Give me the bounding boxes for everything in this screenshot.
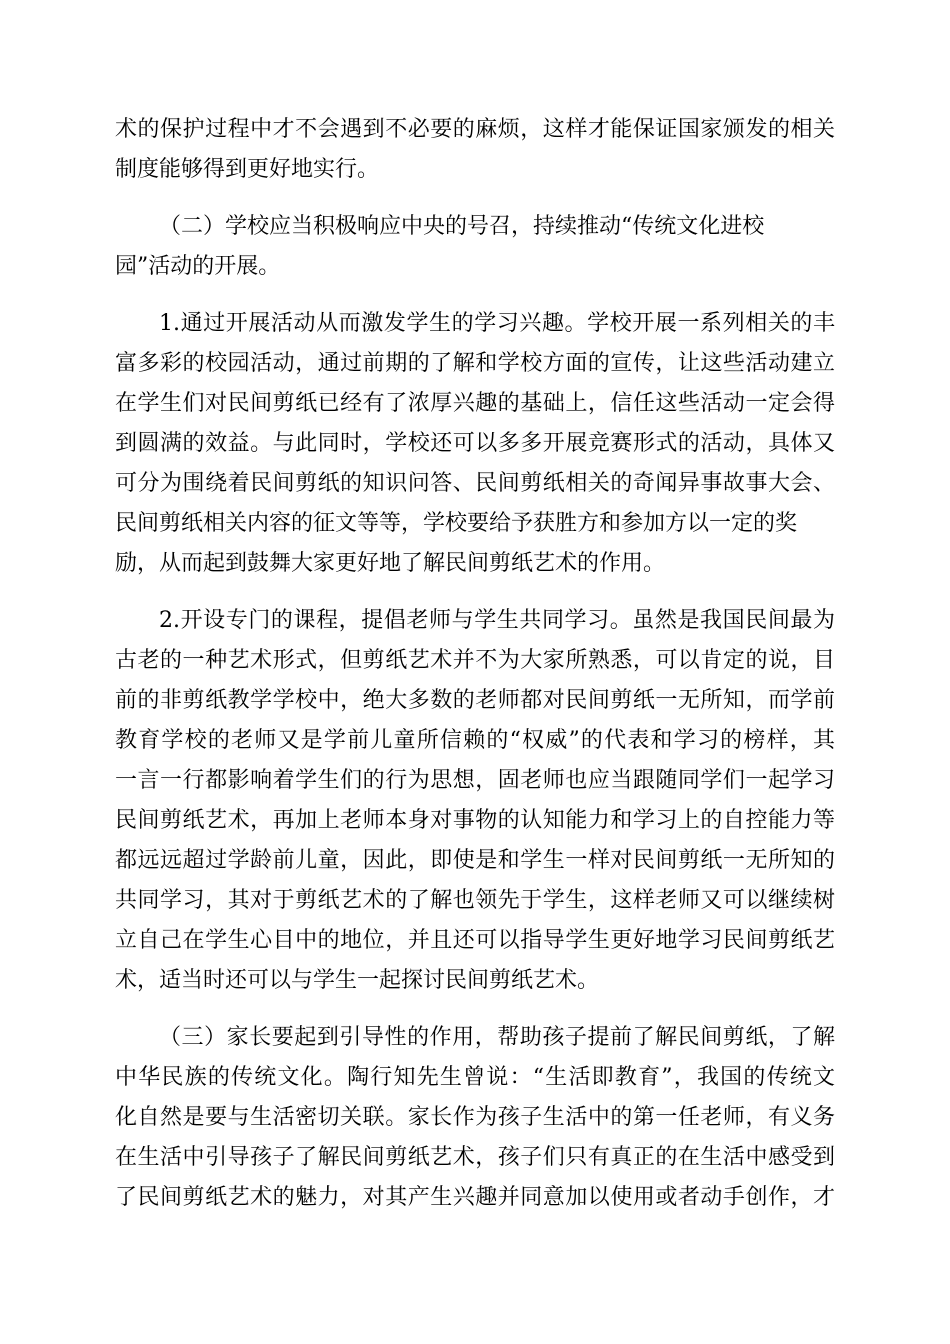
text-line: （三）家长要起到引导性的作用，帮助孩子提前了解民间剪纸，了解	[159, 1025, 835, 1050]
section-heading-line: （二）学校应当积极响应中央的号召，持续推动“传统文化进校	[159, 214, 765, 239]
text-line: 在学生们对民间剪纸已经有了浓厚兴趣的基础上，信任这些活动一定会得	[115, 391, 835, 416]
text-line: 立自己在学生心目中的地位，并且还可以指导学生更好地学习民间剪纸艺	[115, 928, 835, 953]
text-line: 到圆满的效益。与此同时，学校还可以多多开展竞赛形式的活动，具体又	[115, 431, 835, 456]
paragraph-point-2	[115, 601, 835, 1001]
text-line: 共同学习，其对于剪纸艺术的了解也领先于学生，这样老师又可以继续树	[115, 888, 835, 913]
text-line: 民间剪纸艺术，再加上老师本身对事物的认知能力和学习上的自控能力等	[115, 808, 835, 833]
text-line: 术的保护过程中才不会遇到不必要的麻烦，这样才能保证国家颁发的相关	[115, 117, 835, 142]
section-heading-line: 园”活动的开展。	[115, 254, 281, 279]
text-line: 化自然是要与生活密切关联。家长作为孩子生活中的第一任老师，有义务	[115, 1105, 835, 1130]
text-line: 前的非剪纸教学学校中，绝大多数的老师都对民间剪纸一无所知，而学前	[115, 688, 835, 713]
text-line: 古老的一种艺术形式，但剪纸艺术并不为大家所熟悉，可以肯定的说，目	[115, 648, 835, 673]
text-line: 1.通过开展活动从而激发学生的学习兴趣。学校开展一系列相关的丰	[159, 311, 835, 336]
text-line: 术，适当时还可以与学生一起探讨民间剪纸艺术。	[115, 968, 600, 993]
paragraph-section-2-heading	[115, 207, 835, 287]
text-line: 可分为围绕着民间剪纸的知识问答、民间剪纸相关的奇闻异事故事大会、	[115, 471, 835, 496]
text-line: 民间剪纸相关内容的征文等等，学校要给予获胜方和参加方以一定的奖	[115, 511, 798, 536]
text-line: 2.开设专门的课程，提倡老师与学生共同学习。虽然是我国民间最为	[159, 608, 835, 633]
text-line: 中华民族的传统文化。陶行知先生曾说：“生活即教育”，我国的传统文	[115, 1065, 835, 1090]
text-line: 富多彩的校园活动，通过前期的了解和学校方面的宣传，让这些活动建立	[115, 351, 835, 376]
text-line: 在生活中引导孩子了解民间剪纸艺术，孩子们只有真正的在生活中感受到	[115, 1145, 835, 1170]
text-line: 励，从而起到鼓舞大家更好地了解民间剪纸艺术的作用。	[115, 551, 666, 576]
paragraph-section-3	[115, 1018, 835, 1218]
text-line: 都远远超过学龄前儿童，因此，即使是和学生一样对民间剪纸一无所知的	[115, 848, 835, 873]
text-line: 教育学校的老师又是学前儿童所信赖的“权威”的代表和学习的榜样，其	[115, 728, 835, 753]
paragraph-point-1	[115, 304, 835, 584]
text-line: 了民间剪纸艺术的魅力，对其产生兴趣并同意加以使用或者动手创作，才	[115, 1185, 835, 1210]
paragraph-intro-continuation	[115, 110, 835, 190]
text-line: 一言一行都影响着学生们的行为思想，固老师也应当跟随同学们一起学习	[115, 768, 835, 793]
text-line: 制度能够得到更好地实行。	[115, 157, 380, 182]
document-body	[115, 110, 835, 1235]
